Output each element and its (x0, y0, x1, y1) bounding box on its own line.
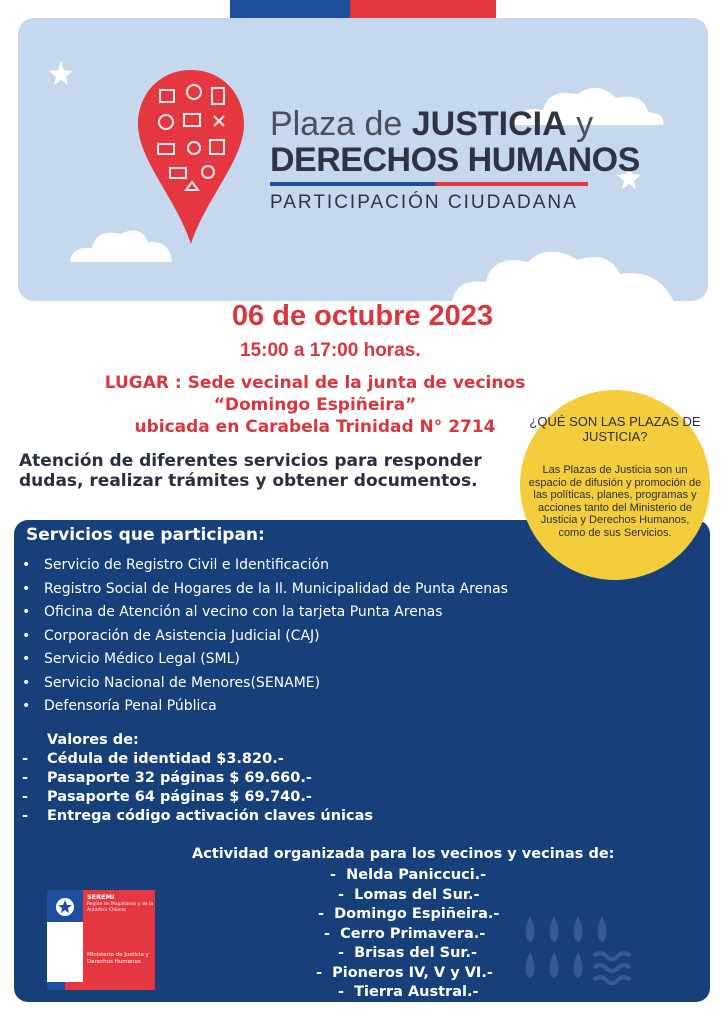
list-item: - Pasaporte 32 páginas $ 69.660.- (22, 770, 312, 786)
list-item: - Cédula de identidad $3.820.- (22, 751, 284, 767)
prices-title: Valores de: (47, 732, 139, 748)
decorative-pattern (520, 912, 640, 988)
list-item: - Lomas del Sur.- (338, 886, 480, 903)
event-time: 15:00 a 17:00 horas. (240, 340, 421, 361)
list-item: - Nelda Paniccuci.- (330, 867, 487, 883)
list-item: - Entrega código activación claves únicas (22, 808, 374, 824)
seremi-logo (47, 890, 155, 990)
logo-line-2: DERECHOS HUMANOS (270, 141, 640, 179)
location-pin-icon (136, 68, 246, 248)
star-icon (48, 60, 74, 86)
info-circle (520, 390, 710, 580)
list-item: - Pioneros IV, V y VI.- (316, 964, 493, 981)
attention-text: Atención de diferentes servicios para responder dudas, realizar trámites y obtener documentos. (19, 451, 482, 491)
list-item: • Servicio de Registro Civil e Identificación (22, 557, 329, 573)
list-item: - Brisas del Sur.- (338, 945, 477, 961)
services-list (22, 554, 508, 719)
list-item: - Tierra Austral.- (338, 984, 479, 1000)
list-item: • Registro Social de Hogares de la Il. Municipalidad de Punta Arenas (22, 580, 508, 597)
program-logo: Plaza de JUSTICIA y DERECHOS HUMANOS PARTICIPACIÓN CIUDADANA (270, 106, 690, 214)
prices-block (22, 731, 373, 826)
coat-of-arms-icon (51, 894, 79, 920)
event-place: LUGAR : Sede vecinal de la junta de vecinos “Domingo Espiñeira” ubicada en Carabela Trinidad N° 2714 (104, 373, 526, 437)
services-title: Servicios que participan: (26, 525, 265, 545)
list-item: • Corporación de Asistencia Judicial (CAJ) (22, 627, 320, 644)
list-item: - Pasaporte 64 páginas $ 69.740.- (22, 789, 312, 805)
seremi-ministry: Ministerio de Justicia y Derechos Humanos (87, 952, 149, 965)
info-circle-title: ¿QUÉ SON LAS PLAZAS DE JUSTICIA? (529, 414, 701, 444)
seremi-region: Región de Magallanes y de la Antártica Chilena (87, 902, 153, 913)
list-item: • Servicio Médico Legal (SML) (22, 651, 240, 667)
cloud-icon (448, 240, 678, 301)
list-item: • Oficina de Atención al vecino con la tarjeta Punta Arenas (22, 604, 443, 620)
list-item: - Domingo Espiñeira.- (318, 906, 500, 922)
organized-title: Actividad organizada para los vecinos y vecinas de: (192, 846, 615, 862)
logo-subtitle: PARTICIPACIÓN CIUDADANA (270, 192, 578, 213)
list-item: - Cerro Primavera.- (324, 925, 486, 942)
event-date: 06 de octubre 2023 (231, 300, 494, 332)
header-banner (18, 18, 708, 301)
seremi-title: SEREMI (87, 893, 115, 901)
info-circle-body: Las Plazas de Justicia son un espacio de difusión y promoción de las políticas, planes, programas y acciones tanto del Ministerio de Justicia y Derechos Humanos, como de sus Servicios. (528, 464, 702, 539)
top-flag-bar (230, 0, 496, 18)
list-item: • Servicio Nacional de Menores(SENAME) (22, 674, 321, 691)
list-item: • Defensoría Penal Pública (22, 698, 217, 714)
